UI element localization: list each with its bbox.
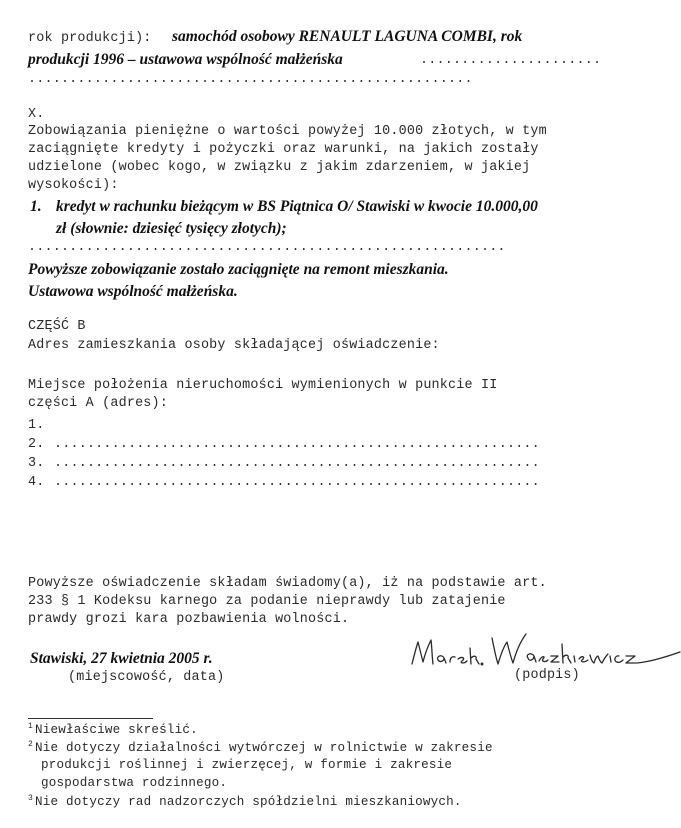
place-date-caption: (miejscowość, data) [68, 670, 225, 685]
footnote-1-text: Niewłaściwe skreślić. [35, 723, 198, 738]
section-x-item-line-1: kredyt w rachunku bieżącym w BS Piątnica O/ Stawiski w kwocie 10.000,00 [56, 198, 538, 215]
property-item-3-dots: ........................................................... [54, 456, 540, 471]
footnote-3 [28, 794, 462, 809]
vehicle-dots-1: ...................... [420, 53, 602, 68]
property-item-2-dots: ........................................................... [54, 437, 540, 452]
footnote-2-text-2: produkcji roślinnej i zwierzęcej, w formie i zakresie [41, 758, 453, 772]
footnote-2-text-1: Nie dotyczy działalności wytwórczej w rolnictwie w zakresie [35, 741, 493, 756]
footnote-2-text-3: gospodarstwa rodzinnego. [41, 776, 228, 790]
section-x-line-3: udzielone (wobec kogo, w związku z jakim zdarzeniem, w jakiej [28, 160, 531, 175]
property-item-4-dots: ........................................................... [54, 475, 540, 490]
signature-caption: (podpis) [514, 668, 580, 683]
vehicle-handwritten-line-1: samochód osobowy RENAULT LAGUNA COMBI, rok [172, 28, 523, 45]
vehicle-dots-2: ...................................................... [28, 72, 473, 87]
footnote-1-mark: 1 [28, 722, 34, 731]
property-item-1-number: 1. [28, 418, 45, 433]
section-x-item-line-2: zł (słownie: dziesięć tysięcy złotych); [56, 220, 287, 237]
section-x-line-1: Zobowiązania pieniężne o wartości powyżej 10.000 złotych, w tym [28, 124, 547, 139]
vehicle-prefix: rok produkcji): [28, 31, 152, 46]
property-item-3-number: 3. [28, 456, 45, 471]
part-b-property-label-2: części A (adres): [28, 396, 169, 411]
vehicle-handwritten-line-2: produkcji 1996 – ustawowa wspólność małżeńska [28, 51, 343, 68]
section-x-line-4: wysokości): [28, 178, 119, 193]
section-x-line-2: zaciągnięte kredyty i pożyczki oraz warunki, na jakich zostały [28, 142, 539, 157]
part-b-address-label: Adres zamieszkania osoby składającej oświadczenie: [28, 338, 440, 353]
declaration-line-3: prawdy grozi kara pozbawienia wolności. [28, 612, 350, 627]
property-item-4-number: 4. [28, 475, 45, 490]
section-x-dots: .......................................................... [28, 240, 506, 255]
section-x-note-2: Ustawowa wspólność małżeńska. [28, 283, 238, 300]
section-x-item-number: 1. [30, 198, 42, 215]
section-x-note-1: Powyższe zobowiązanie zostało zaciągnięte na remont mieszkania. [28, 261, 449, 278]
footnote-3-mark: 3 [28, 794, 34, 803]
part-b-heading: CZĘŚĆ B [28, 319, 86, 334]
footnote-1 [28, 722, 198, 737]
declaration-line-2: 233 § 1 Kodeksu karnego za podanie nieprawdy lub zatajenie [28, 594, 506, 609]
part-b-property-label-1: Miejsce położenia nieruchomości wymienionych w punkcie II [28, 378, 498, 393]
footnote-2-mark: 2 [28, 740, 34, 749]
declaration-line-1: Powyższe oświadczenie składam świadomy(a), iż na podstawie art. [28, 576, 547, 591]
footnote-divider [28, 718, 153, 719]
place-date: Stawiski, 27 kwietnia 2005 r. [30, 650, 213, 667]
section-x-label: X. [28, 107, 45, 122]
footnote-2 [28, 740, 493, 755]
property-item-2-number: 2. [28, 437, 45, 452]
footnote-3-text: Nie dotyczy rad nadzorczych spółdzielni mieszkaniowych. [35, 795, 462, 810]
